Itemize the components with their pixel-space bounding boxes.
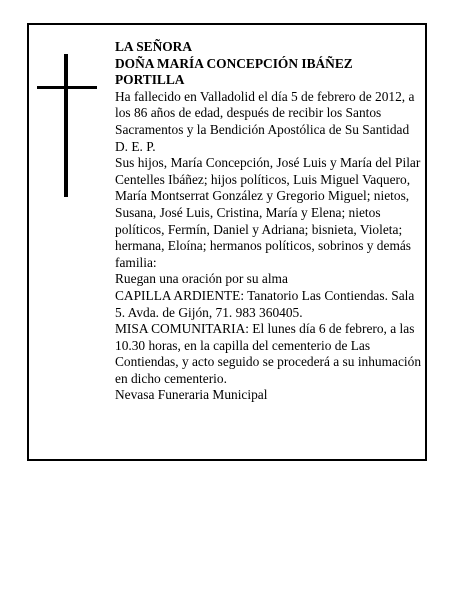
rest-in-peace: D. E. P.: [115, 138, 156, 154]
cross-vertical-bar: [64, 54, 68, 197]
mass-info: MISA COMUNITARIA: El lunes día 6 de febrero, a las 10.30 horas, en la capilla del cementerio de Las Contiendas, y acto seguido se procederá a su inhumación en dicho cementerio.: [115, 321, 422, 386]
funeral-home: Nevasa Funeraria Municipal: [115, 387, 268, 403]
cross-horizontal-bar: [37, 86, 97, 89]
deceased-name: DOÑA MARÍA CONCEPCIÓN IBÁÑEZ PORTILLA: [115, 55, 353, 88]
death-announcement: Ha fallecido en Valladolid el día 5 de febrero de 2012, a los 86 años de edad, después de recibir los Santos Sacramentos y la Bendición Apostólica de Su Santidad: [115, 88, 415, 137]
obituary-text: [115, 39, 425, 404]
prayer-request: Ruegan una oración por su alma: [115, 271, 288, 287]
chapel-info: CAPILLA ARDIENTE: Tanatorio Las Contiendas. Sala 5. Avda. de Gijón, 71. 983 360405.: [115, 287, 415, 320]
family-list: Sus hijos, María Concepción, José Luis y María del Pilar Centelles Ibáñez; hijos políticos, Luis Miguel Vaquero, María Montserrat González y Gregorio Miguel; nietos, Susana, José Luis, Cristina, María y Elena; nietos políticos, Fermín, Daniel y Adriana; bisnieta, Violeta; hermana, Eloína; hermanos políticos, sobrinos y demás familia:: [115, 155, 421, 270]
title-line-1: LA SEÑORA: [115, 39, 193, 54]
latin-cross-icon: [37, 54, 97, 197]
